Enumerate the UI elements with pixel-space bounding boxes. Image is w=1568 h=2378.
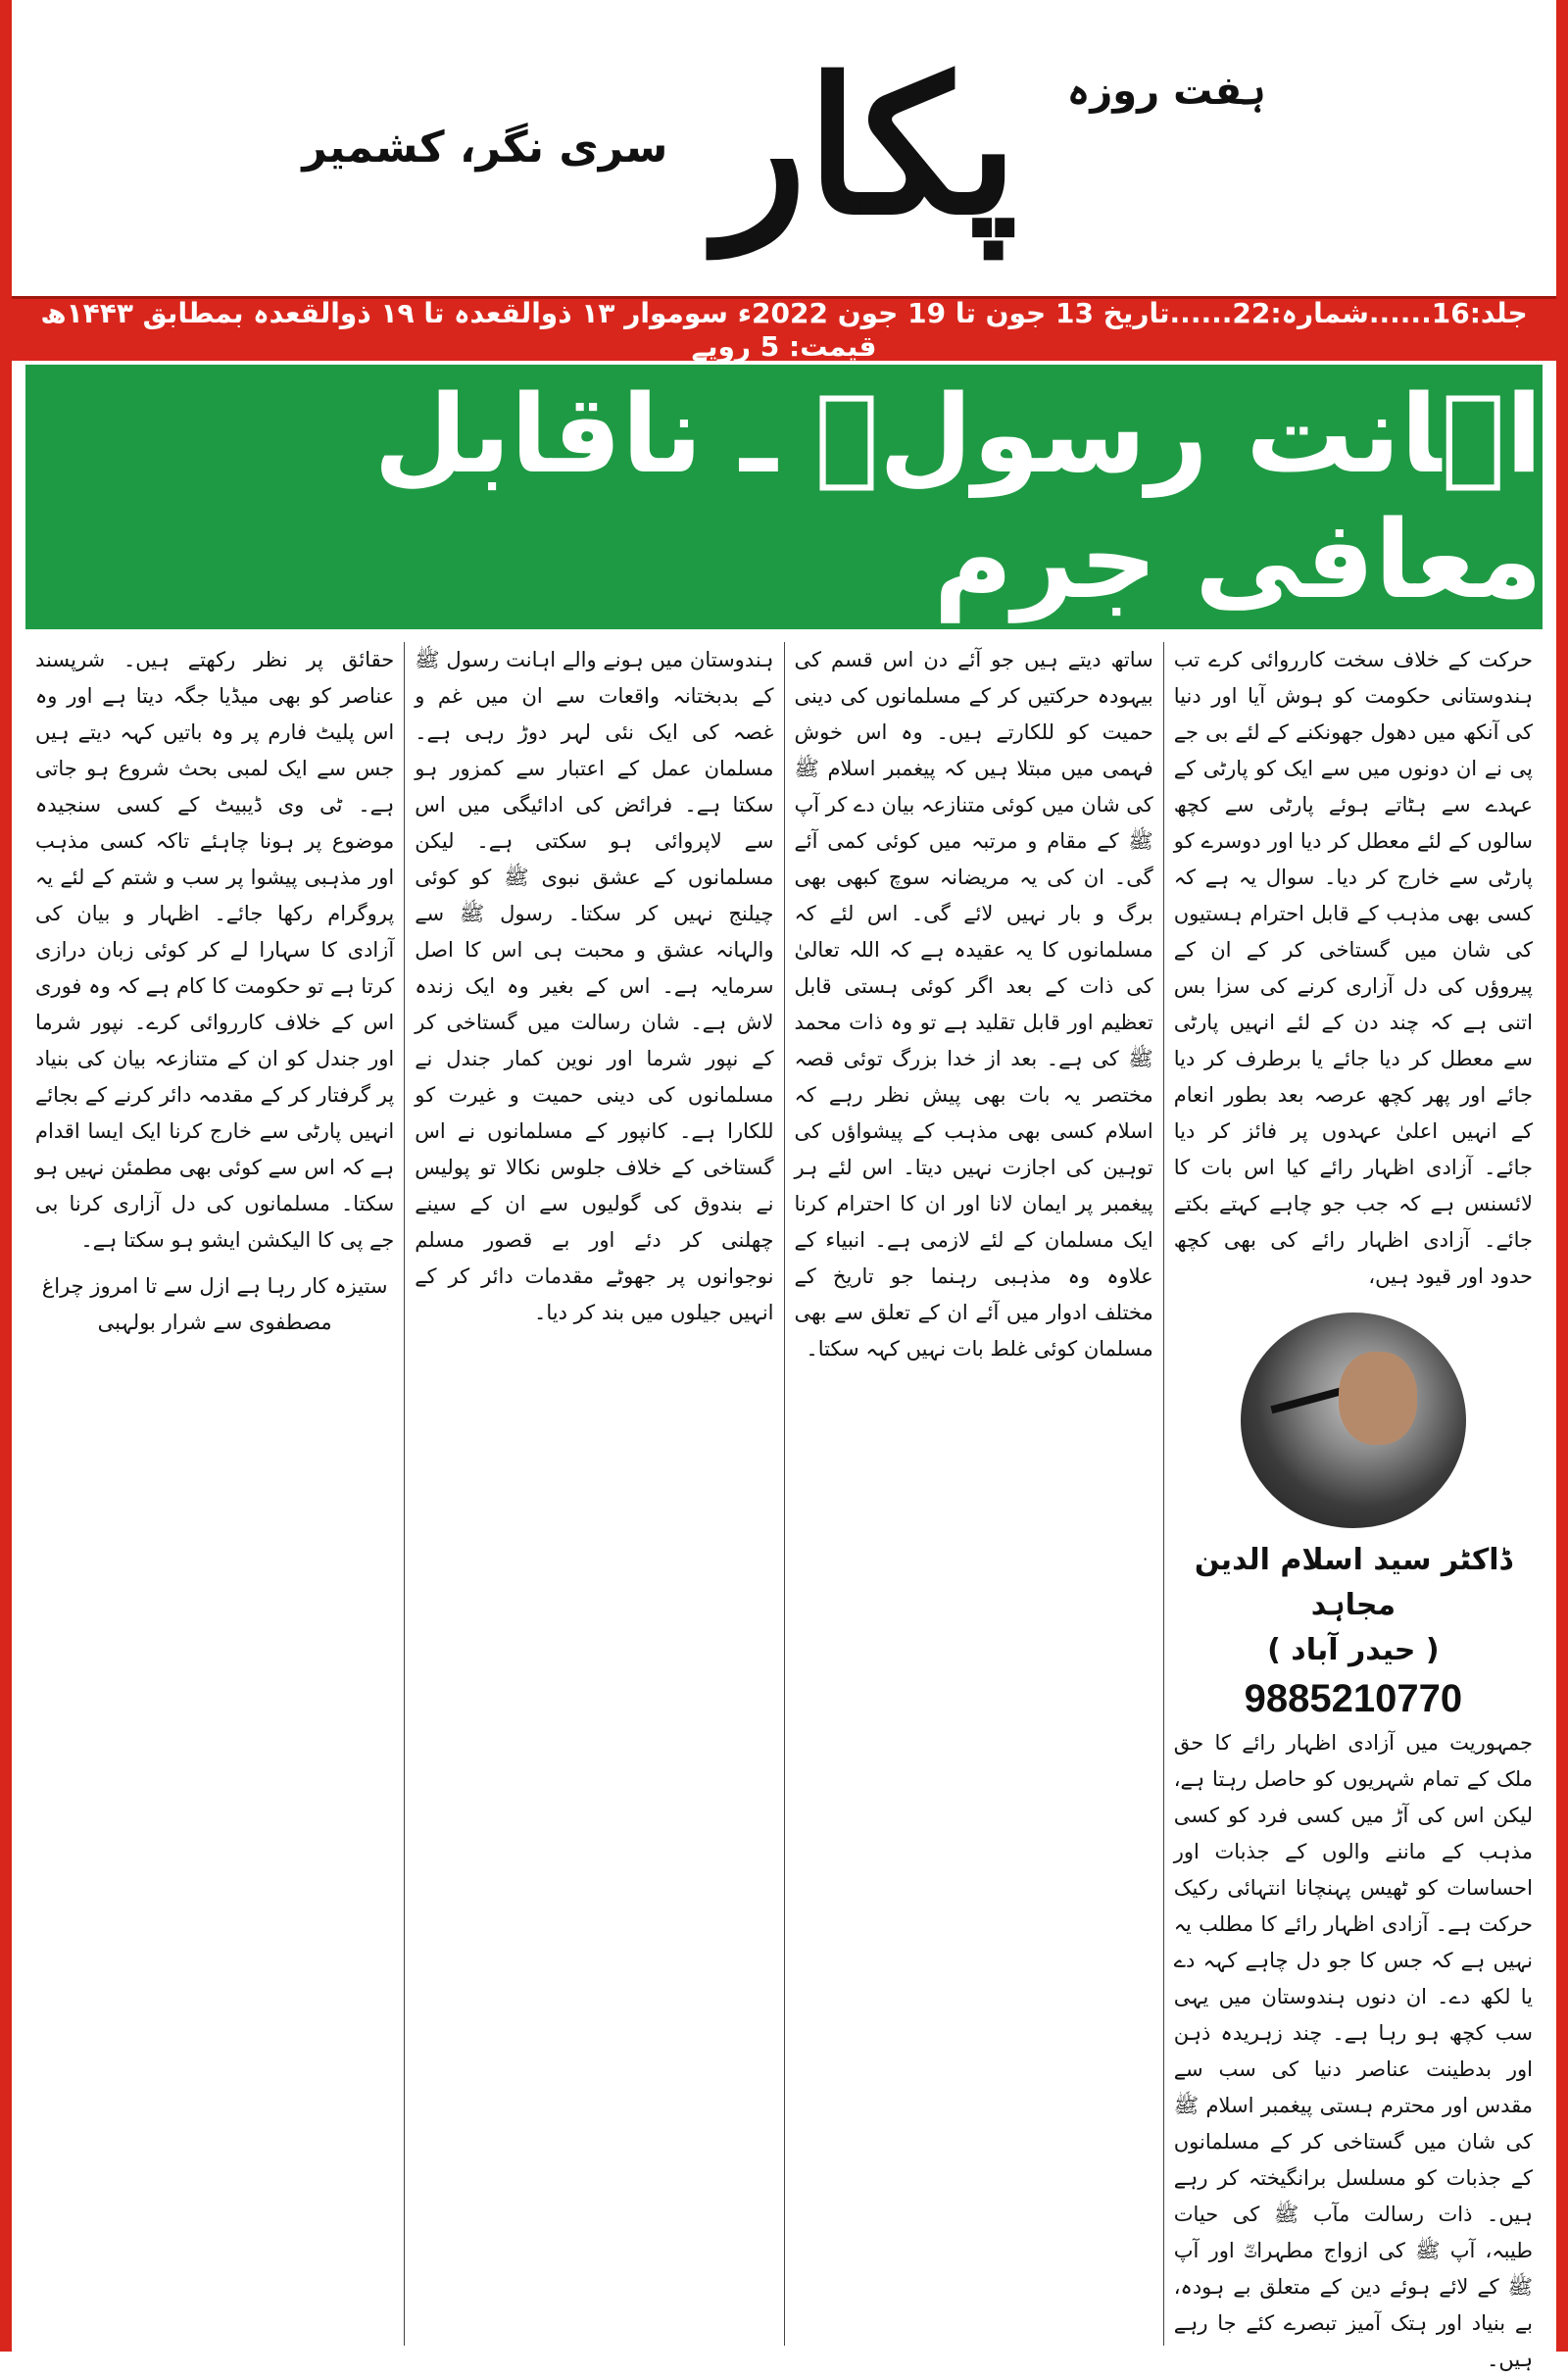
- microphone-icon: [1270, 1386, 1348, 1413]
- article-column-1: [1163, 642, 1543, 2371]
- headline: اہانت رسولؐ ـ ناقابل معافی جرم: [373, 372, 1543, 622]
- closing-couplet: ستیزہ کار رہا ہے ازل سے تا امروز چراغ مصطفوی سے شرار بولہبی: [41, 1274, 388, 1334]
- newspaper-logo: پکار: [716, 37, 1018, 256]
- author-phone: 9885210770: [1244, 1677, 1463, 1720]
- headline-banner: [25, 365, 1543, 629]
- article-text: حرکت کے خلاف سخت کارروائی کرے تب ہندوستانی حکومت کو ہوش آیا اور دنیا کی آنکھ میں دھول جھونکنے کے لئے بی جے پی نے ان دونوں میں سے ایک کو پارٹی کے عہدے سے ہٹاتے ہوئے پارٹی سے کچھ سالوں کے لئے معطل کر دیا اور دوسرے کو پارٹی سے خارج کر دیا۔ سوال یہ ہے کہ کسی بھی مذہب کے قابل احترام ہستیوں کی شان میں گستاخی کر کے ان کے پیروؤں کی دل آزاری کرنے کی سزا بس اتنی ہے کہ چند دن کے لئے انہیں پارٹی سے معطل کر دیا جائے یا برطرف کر دیا جائے اور پھر کچھ عرصہ بعد بطور انعام کے انہیں اعلیٰ عہدوں پر فائز کر دیا جائے۔ آزادی اظہار رائے کیا اس بات کا لائسنس ہے کہ جب جو چاہے کہتے بکتے جائے۔ آزادی اظہار رائے کی بھی کچھ حدود اور قیود ہیں،: [1173, 648, 1533, 1288]
- article-text: جمہوریت میں آزادی اظہار رائے کا حق ملک کے تمام شہریوں کو حاصل رہتا ہے، لیکن اس کی آڑ میں کسی فرد کو کسی مذہب کے ماننے والوں کے جذبات اور احساسات کو ٹھیس پہنچانا انتہائی رکیک حرکت ہے۔ آزادی اظہار رائے کا مطلب یہ نہیں ہے کہ جس کا جو دل چاہے کہہ دے یا لکھ دے۔ ان دنوں ہندوستان میں یہی سب کچھ ہو رہا ہے۔ چند زہریدہ ذہن اور بدطینت عناصر دنیا کی سب سے مقدس اور محترم ہستی پیغمبر اسلام ﷺ کی شان میں گستاخی کر کے مسلمانوں کے جذبات کو مسلسل برانگیختہ کر رہے ہیں۔ ذات رسالت مآب ﷺ کی حیات طیبہ، آپ ﷺ کی ازواج مطہراتؓ اور آپ ﷺ کے لائے ہوئے دین کے متعلق بے ہودہ، بے بنیاد اور ہتک آمیز تبصرے کئے جا رہے ہیں۔: [1173, 1731, 1533, 2371]
- article-columns: [25, 642, 1543, 2371]
- issue-info-strip: جلد:16......شمارہ:22......تاریخ 13 جون تا 19 جون 2022ء سوموار ۱۳ ذوالقعدہ تا ۱۹ ذوالقعدہ بمطابق ۱۴۴۳ھ قیمت: 5 روپے: [12, 296, 1556, 361]
- article-text: حقائق پر نظر رکھتے ہیں۔ شرپسند عناصر کو بھی میڈیا جگہ دیتا ہے اور وہ اس پلیٹ فارم پر وہ باتیں کہہ دیتے ہیں جس سے ایک لمبی بحث شروع ہو جاتی ہے۔ ٹی وی ڈیبیٹ کے کسی سنجیدہ موضوع پر ہونا چاہئے تاکہ کسی مذہب اور مذہبی پیشوا پر سب و شتم کے لئے یہ پروگرام رکھا جائے۔ اظہار و بیان کی آزادی کا سہارا لے کر کوئی زبان درازی کرتا ہے تو حکومت کا کام ہے کہ وہ فوری اس کے خلاف کارروائی کرے۔ نپور شرما اور جندل کو ان کے متنازعہ بیان کی بنیاد پر گرفتار کر کے مقدمہ دائر کرنے کے بجائے انہیں پارٹی سے خارج کرنا ایک ایسا اقدام ہے کہ اس سے کوئی بھی مطمئن نہیں ہو سکتا۔ مسلمانوں کی دل آزاری کرنا بی جے پی کا الیکشن ایشو ہو سکتا ہے۔: [35, 648, 395, 1252]
- article-column-2: [784, 642, 1163, 2346]
- masthead: [12, 0, 1556, 294]
- author-city: ( حیدر آباد ): [1267, 1633, 1440, 1667]
- article-column-3: [404, 642, 783, 2346]
- author-name: ڈاکٹر سید اسلام الدین مجاہد: [1194, 1543, 1512, 1622]
- article-text: ساتھ دیتے ہیں جو آئے دن اس قسم کی بیہودہ حرکتیں کر کے مسلمانوں کی دینی حمیت کو للکارتے ہیں۔ وہ اس خوش فہمی میں مبتلا ہیں کہ پیغمبر اسلام ﷺ کی شان میں کوئی متنازعہ بیان دے کر آپ ﷺ کے مقام و مرتبہ میں کوئی کمی آئے گی۔ ان کی یہ مریضانہ سوچ کبھی بھی برگ و بار نہیں لائے گی۔ اس لئے کہ مسلمانوں کا یہ عقیدہ ہے کہ اللہ تعالیٰ کی ذات کے بعد اگر کوئی ہستی قابل تعظیم اور قابل تقلید ہے تو وہ ذات محمد ﷺ کی ہے۔ بعد از خدا بزرگ توئی قصہ مختصر یہ بات بھی پیش نظر رہے کہ اسلام کسی بھی مذہب کے پیشواؤں کی توہین کی اجازت نہیں دیتا۔ اس لئے ہر پیغمبر پر ایمان لانا اور ان کا احترام کرنا ایک مسلمان کے لئے لازمی ہے۔ انبیاء کے علاوہ وہ مذہبی رہنما جو تاریخ کے مختلف ادوار میں آئے ان کے تعلق سے بھی مسلمان کوئی غلط بات نہیں کہہ سکتا۔: [794, 648, 1153, 1361]
- article-text: ہندوستان میں ہونے والے اہانت رسول ﷺ کے بدبختانہ واقعات سے ان میں غم و غصہ کی ایک نئی لہر دوڑ رہی ہے۔ مسلمان عمل کے اعتبار سے کمزور ہو سکتا ہے۔ فرائض کی ادائیگی میں اس سے لاپروائی ہو سکتی ہے۔ لیکن مسلمانوں کے عشق نبوی ﷺ کو کوئی چیلنج نہیں کر سکتا۔ رسول ﷺ سے والہانہ عشق و محبت ہی اس کا اصل سرمایہ ہے۔ اس کے بغیر وہ ایک زندہ لاش ہے۔ شان رسالت میں گستاخی کر کے نپور شرما اور نوین کمار جندل نے مسلمانوں کی دینی حمیت و غیرت کو للکارا ہے۔ کانپور کے مسلمانوں نے اس گستاخی کے خلاف جلوس نکالا تو پولیس نے بندوق کی گولیوں سے ان کے سینے چھلنی کر دئے اور بے قصور مسلم نوجوانوں پر جھوٹے مقدمات دائر کر کے انہیں جیلوں میں بند کر دیا۔: [415, 648, 774, 1324]
- article-column-4: [25, 642, 404, 2346]
- city-label: سری نگر، کشمیر: [302, 122, 668, 173]
- author-photo: [1241, 1313, 1466, 1528]
- frequency-label: ہفت روزہ: [1066, 69, 1266, 114]
